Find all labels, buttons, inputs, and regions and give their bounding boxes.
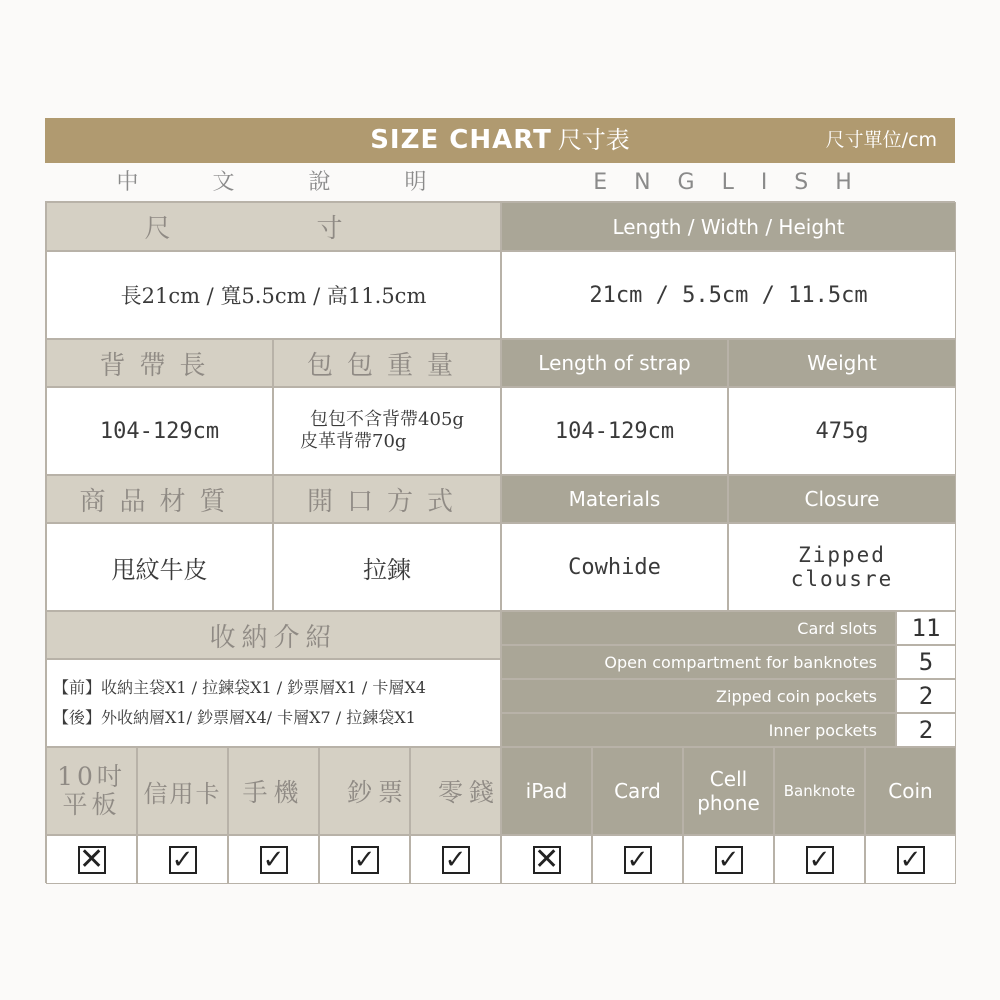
closure-zh-value: 拉鍊: [273, 523, 501, 611]
storage-zh-value: [46, 659, 501, 747]
closure-en-value-line2: clousre: [790, 567, 894, 591]
fit-check-cell-7: [683, 835, 774, 884]
slot-label-1: Open compartment for banknotes: [501, 645, 896, 679]
weight-zh-header: 包包重量: [273, 339, 501, 387]
checkbox-checked-icon: ✓: [442, 846, 470, 874]
fit-zh-header-0: [46, 747, 137, 835]
storage-front: 【前】收納主袋X1 / 拉鍊袋X1 / 鈔票層X1 / 卡層X4: [53, 678, 426, 697]
closure-zh-header: 開口方式: [273, 475, 501, 523]
checkbox-checked-icon: ✓: [351, 846, 379, 874]
strap-en-value: 104-129cm: [501, 387, 728, 475]
fit-check-cell-2: [228, 835, 319, 884]
storage-back: 【後】外收納層X1/ 鈔票層X4/ 卡層X7 / 拉鍊袋X1: [53, 708, 416, 727]
material-zh-value: 甩紋牛皮: [46, 523, 273, 611]
weight-zh-value-line1: 包包不含背帶405g: [310, 409, 464, 430]
fit-en-header-0: iPad: [501, 747, 592, 835]
fit-zh-label-0-line2: 平板: [62, 790, 121, 819]
title-en: SIZE CHART: [370, 125, 552, 155]
slot-count-3: 2: [896, 713, 956, 747]
material-en-header: Materials: [501, 475, 728, 523]
checkbox-checked-icon: ✓: [715, 846, 743, 874]
fit-check-cell-4: [410, 835, 501, 884]
weight-zh-value: [273, 387, 501, 475]
weight-en-header: Weight: [728, 339, 956, 387]
checkbox-checked-icon: ✓: [169, 846, 197, 874]
slot-label-0: Card slots: [501, 611, 896, 645]
slot-label-3: Inner pockets: [501, 713, 896, 747]
size-en-header: Length / Width / Height: [501, 202, 956, 251]
strap-zh-value: 104-129cm: [46, 387, 273, 475]
strap-en-header: Length of strap: [501, 339, 728, 387]
fit-en-header-2: [683, 747, 774, 835]
fit-check-cell-1: [137, 835, 228, 884]
lang-zh: 中 文 說 明: [116, 170, 429, 195]
fit-check-cell-9: [865, 835, 956, 884]
slot-count-1: 5: [896, 645, 956, 679]
title-zh: 尺寸表: [557, 126, 630, 154]
checkbox-checked-icon: ✓: [624, 846, 652, 874]
checkbox-checked-icon: ✓: [897, 846, 925, 874]
fit-check-cell-5: [501, 835, 592, 884]
material-zh-header: 商品材質: [46, 475, 273, 523]
checkbox-crossed-icon: ✕: [78, 841, 105, 877]
fit-en-header-4: Coin: [865, 747, 956, 835]
strap-zh-header: 背帶長: [46, 339, 273, 387]
weight-zh-value-line2: 皮革背帶70g: [300, 431, 407, 452]
checkbox-crossed-icon: ✕: [533, 841, 560, 877]
fit-zh-header-1: 信用卡: [137, 747, 228, 835]
size-chart-header: [45, 118, 955, 163]
checkbox-checked-icon: ✓: [260, 846, 288, 874]
fit-zh-header-2: 手機: [228, 747, 319, 835]
fit-check-cell-0: [46, 835, 137, 884]
size-zh-header: 尺 寸: [46, 202, 501, 251]
fit-zh-header-3: 鈔票: [319, 747, 410, 835]
closure-en-header: Closure: [728, 475, 956, 523]
fit-en-label-2-line2: phone: [697, 791, 760, 815]
fit-zh-header-4: 零錢: [410, 747, 501, 835]
material-en-value: Cowhide: [501, 523, 728, 611]
slot-label-2: Zipped coin pockets: [501, 679, 896, 713]
slot-count-2: 2: [896, 679, 956, 713]
closure-en-value-line1: Zipped: [798, 543, 886, 567]
size-zh-value: 長21cm / 寬5.5cm / 高11.5cm: [46, 251, 501, 339]
fit-en-header-3: Banknote: [774, 747, 865, 835]
weight-en-value: 475g: [728, 387, 956, 475]
checkbox-checked-icon: ✓: [806, 846, 834, 874]
fit-en-label-2-line1: Cell: [709, 767, 748, 791]
lang-en: E N G L I S H: [593, 170, 862, 195]
fit-zh-label-0-line1: 10吋: [57, 762, 126, 791]
slot-count-0: 11: [896, 611, 956, 645]
size-en-value: 21cm / 5.5cm / 11.5cm: [501, 251, 956, 339]
storage-zh-header: 收納介紹: [46, 611, 501, 659]
size-table: [45, 201, 955, 883]
size-chart-title: [45, 118, 955, 163]
closure-en-value: [728, 523, 956, 611]
fit-check-cell-6: [592, 835, 683, 884]
fit-en-header-1: Card: [592, 747, 683, 835]
unit-label: 尺寸單位/cm: [825, 129, 937, 151]
fit-check-cell-8: [774, 835, 865, 884]
fit-check-cell-3: [319, 835, 410, 884]
